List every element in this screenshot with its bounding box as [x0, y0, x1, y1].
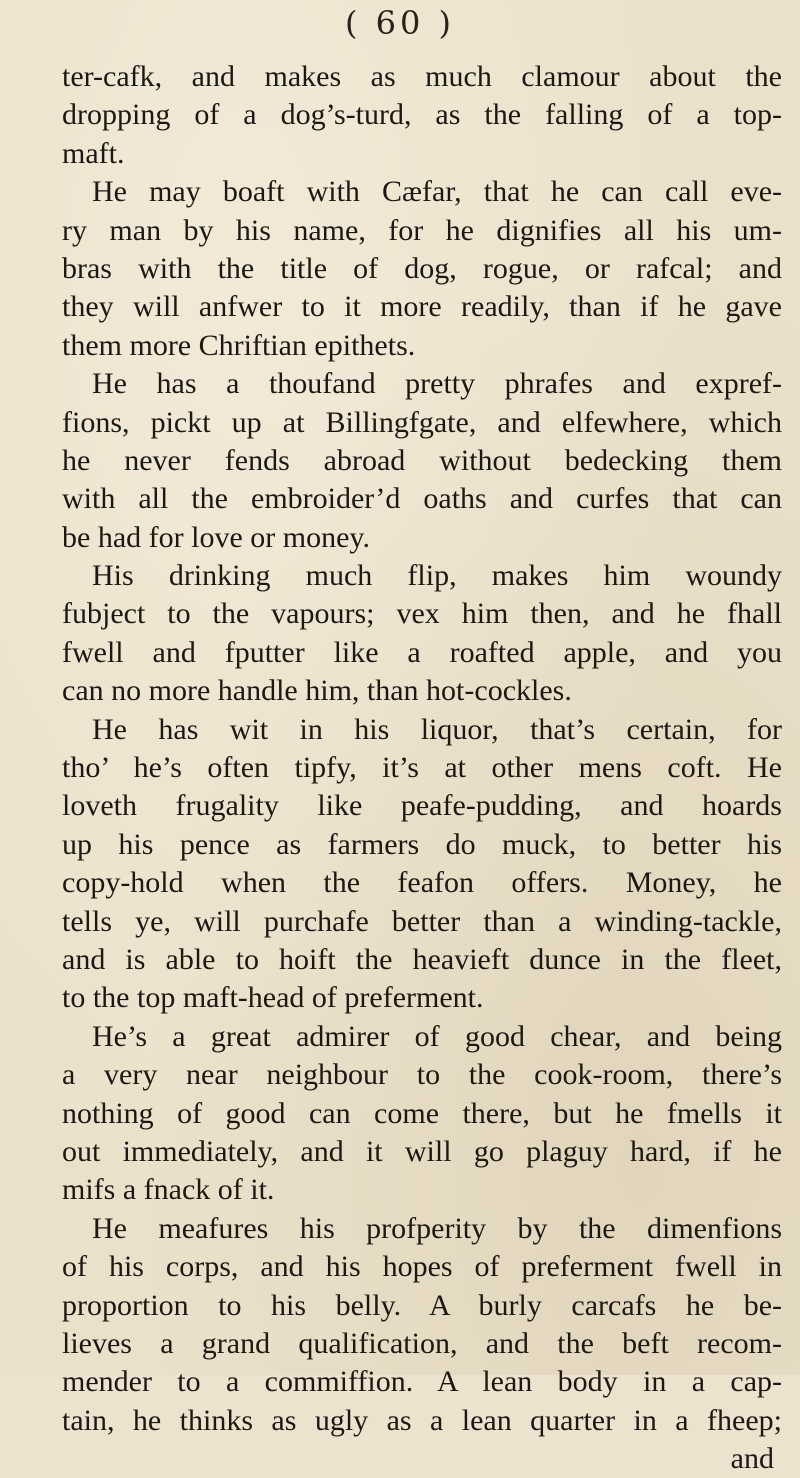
- text-line: fubject to the vapours; vex him then, and he fhall: [62, 597, 782, 631]
- text-line: of his corps, and his hopes of preferment fwell in: [62, 1250, 782, 1284]
- catchword: and: [730, 1442, 774, 1476]
- text-line: fions, pickt up at Billingfgate, and elfewhere, which: [62, 405, 782, 439]
- text-line: tho’ he’s often tipfy, it’s at other mens coft. He: [62, 751, 782, 785]
- paragraph-first-line: He’s a great admirer of good chear, and being: [92, 1019, 782, 1053]
- text-line: he never fends abroad without bedecking them: [62, 443, 782, 477]
- text-line: proportion to his belly. A burly carcafs he be-: [62, 1288, 782, 1322]
- text-line: fwell and fputter like a roafted apple, and you: [62, 635, 782, 669]
- text-line: mender to a commiffion. A lean body in a cap-: [62, 1365, 782, 1399]
- text-line: them more Chriftian epithets.: [62, 328, 416, 362]
- text-line: up his pence as farmers do muck, to better his: [62, 827, 782, 861]
- page-number: ( 60 ): [344, 4, 456, 42]
- text-line: bras with the title of dog, rogue, or rafcal; and: [62, 251, 782, 285]
- paragraph-first-line: He meafures his profperity by the dimenfions: [92, 1211, 782, 1245]
- text-line: loveth frugality like peafe-pudding, and hoards: [62, 789, 782, 823]
- text-line: tain, he thinks as ugly as a lean quarter in a fheep;: [62, 1403, 782, 1437]
- text-line: copy-hold when the feafon offers. Money, he: [62, 866, 782, 900]
- paragraph-first-line: He may boaft with Cæfar, that he can call eve-: [92, 175, 782, 209]
- text-line: and is able to hoift the heavieft dunce in the fleet,: [62, 942, 782, 976]
- paragraph-first-line: His drinking much flip, makes him woundy: [92, 559, 782, 593]
- paragraph-first-line: He has a thoufand pretty phrafes and expref-: [92, 367, 782, 401]
- text-line: tells ye, will purchafe better than a winding-tackle,: [62, 904, 782, 938]
- text-line: be had for love or money.: [62, 520, 370, 554]
- body-text: [62, 58, 782, 1478]
- text-line: a very near neighbour to the cook-room, there’s: [62, 1058, 782, 1092]
- text-line: ry man by his name, for he dignifies all his um-: [62, 213, 782, 247]
- text-line: can no more handle him, than hot-cockles.: [62, 674, 572, 708]
- text-line: lieves a grand qualification, and the beft recom-: [62, 1326, 782, 1360]
- text-line: to the top maft-head of preferment.: [62, 981, 484, 1015]
- text-line: mifs a fnack of it.: [62, 1173, 275, 1207]
- text-line: out immediately, and it will go plaguy hard, if he: [62, 1134, 782, 1168]
- text-line: dropping of a dog’s-turd, as the falling of a top-: [62, 98, 782, 132]
- text-line: they will anfwer to it more readily, than if he gave: [62, 290, 782, 324]
- text-line: nothing of good can come there, but he fmells it: [62, 1096, 782, 1130]
- text-line: ter-cafk, and makes as much clamour about the: [62, 60, 782, 93]
- text-line: maft.: [62, 136, 125, 170]
- text-line: with all the embroider’d oaths and curfes that can: [62, 482, 782, 516]
- paragraph-first-line: He has wit in his liquor, that’s certain, for: [92, 712, 782, 746]
